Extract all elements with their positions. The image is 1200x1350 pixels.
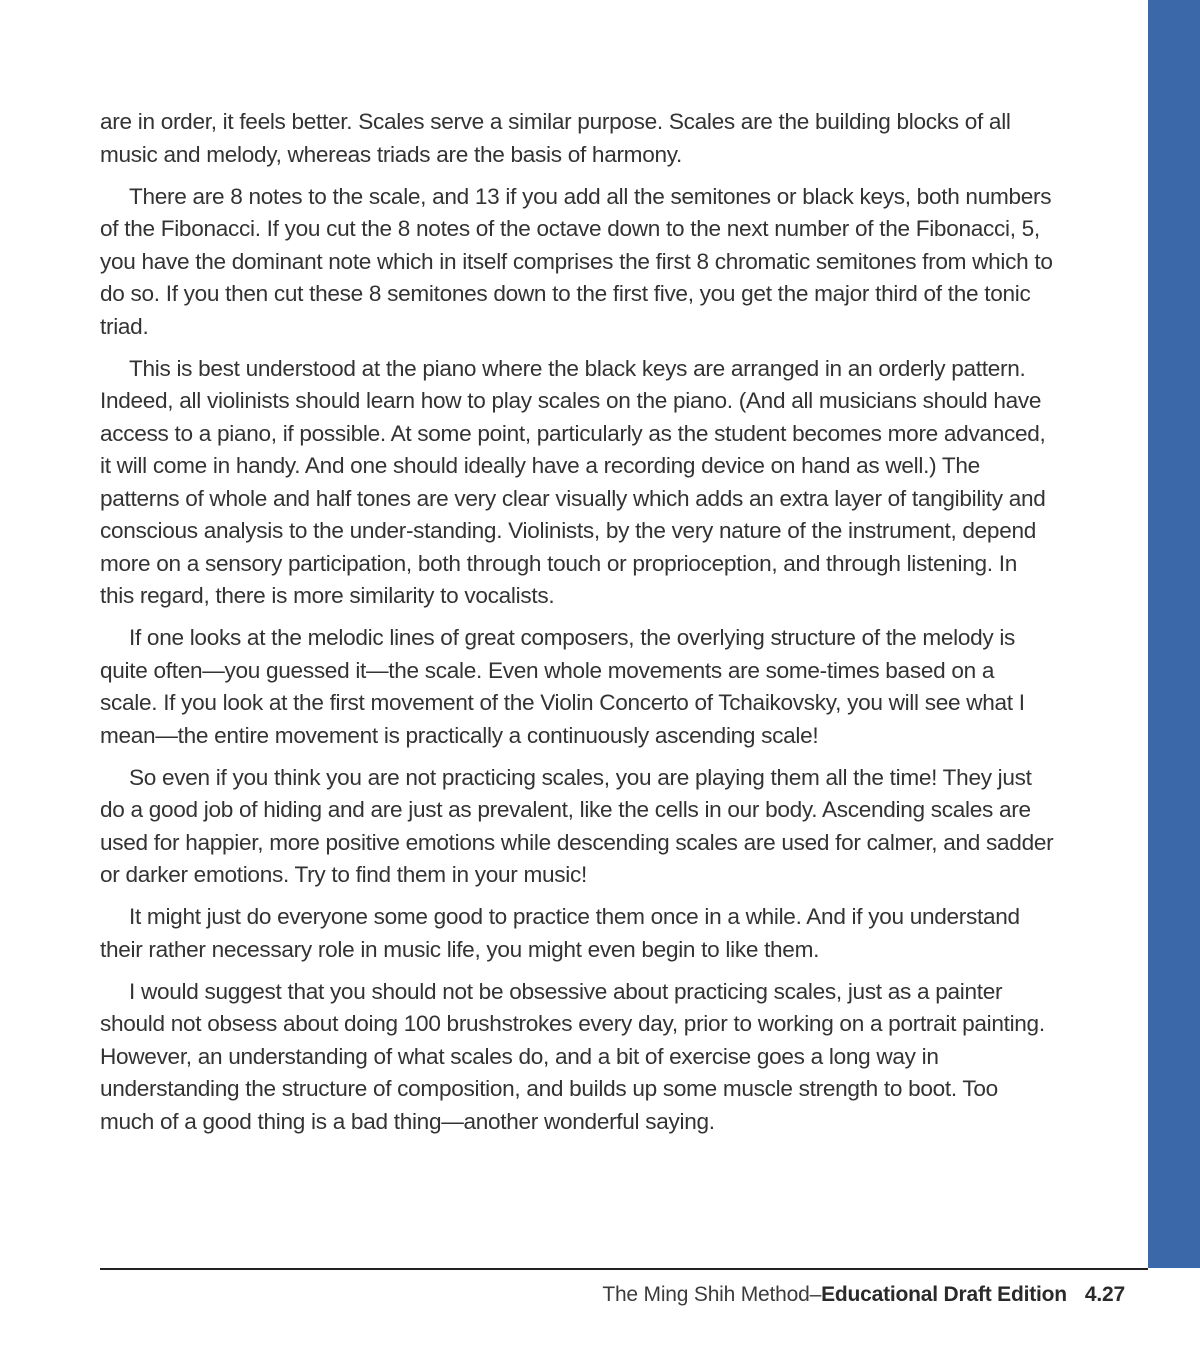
footer-edition: Educational Draft Edition — [821, 1283, 1067, 1306]
paragraph-2: There are 8 notes to the scale, and 13 if you add all the semitones or black keys, both numbers of the Fibonacci. If you cut the 8 notes of the octave down to the next number of the Fibonacci, 5, you have the dominant note which in itself comprises the first 8 chromatic semitones from which to do so. If you then cut these 8 semitones down to the first five, you get the major third of the tonic triad. — [100, 183, 1053, 339]
paragraph-1: are in order, it feels better. Scales serve a similar purpose. Scales are the building blocks of all music and melody, whereas triads are the basis of harmony. — [100, 109, 1011, 167]
paragraph-5: So even if you think you are not practicing scales, you are playing them all the time! They just do a good job of hiding and are just as prevalent, like the cells in our body. Ascending scales are used for happier, more positive emotions while descending scales are used for calmer, and sadder or darker emotions. Try to find them in your music! — [100, 764, 1054, 887]
paragraph-7: I would suggest that you should not be obsessive about practicing scales, just as a painter should not obsess about doing 100 brushstrokes every day, prior to working on a portrait painting. However, an understanding of what scales do, and a bit of exercise goes a long way in understanding the structure of composition, and builds up some muscle strength to boot. Too much of a good thing is a bad thing—another wonderful saying. — [100, 978, 1045, 1134]
paragraph-3: This is best understood at the piano where the black keys are arranged in an orderly pattern. Indeed, all violinists should learn how to play scales on the piano. (And all musicians should have access to a piano, if possible. At some point, particularly as the student becomes more advanced, it will come in handy. And one should ideally have a recording device on hand as well.) The patterns of whole and half tones are very clear visually which adds an extra layer of tangibility and conscious analysis to the under-standing. Violinists, by the very nature of the instrument, depend more on a sensory participation, both through touch or proprioception, and through listening. In this regard, there is more similarity to vocalists. — [100, 355, 1046, 608]
body-text — [100, 106, 1055, 1148]
side-color-bar — [1148, 0, 1200, 1268]
page-number: 4.27 — [1084, 1283, 1125, 1306]
footer-book-title: The Ming Shih Method– — [602, 1283, 822, 1306]
paragraph-6: It might just do everyone some good to practice them once in a while. And if you understand their rather necessary role in music life, you might even begin to like them. — [100, 904, 1020, 962]
page-footer — [602, 1283, 1125, 1307]
paragraph-4: If one looks at the melodic lines of great composers, the overlying structure of the melody is quite often—you guessed it—the scale. Even whole movements are some-times based on a scale. If you look at the first movement of the Violin Concerto of Tchaikovsky, you will see what I mean—the entire movement is practically a continuously ascending scale! — [100, 625, 1025, 748]
footer-rule — [100, 1268, 1148, 1270]
